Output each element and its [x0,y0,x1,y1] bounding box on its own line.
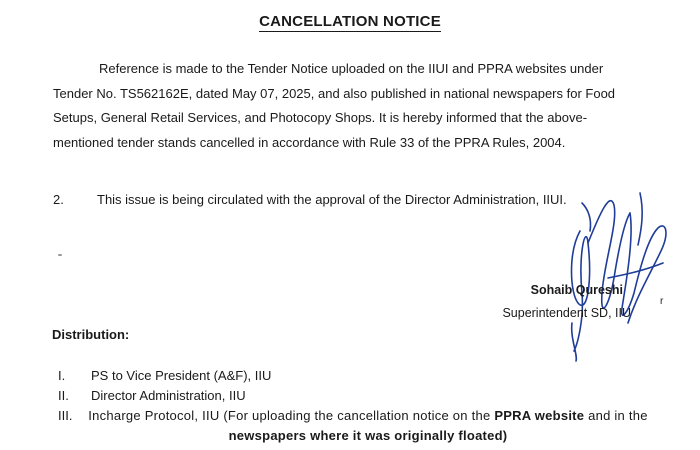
document-title-text: CANCELLATION NOTICE [259,13,441,30]
list-item-bold-text: newspapers where it was originally floated) [228,428,508,443]
stray-mark [58,254,62,256]
signatory-name: Sohaib Qureshi [530,283,623,297]
list-item-bold-text: PPRA website [494,408,585,423]
list-item [58,366,648,386]
list-item-text: Director Administration, IIU [91,388,246,403]
distribution-list [58,366,648,446]
margin-mark: r [660,296,664,307]
list-item-text: PS to Vice President (A&F), IIU [91,368,272,383]
list-item-text-part: and in the [584,408,648,423]
paragraph-number: 2. [53,192,64,207]
list-numeral: II. [58,388,69,403]
list-item [58,406,648,446]
signatory-designation: Superintendent SD, IIU [502,306,631,320]
list-item [58,386,648,406]
list-numeral: I. [58,368,66,383]
handwritten-signature [548,183,678,368]
approval-paragraph-text: This issue is being circulated with the approval of the Director Administration, IIUI. [97,192,567,207]
list-numeral: III. [58,408,73,423]
list-item-text-part: Incharge Protocol, IIU (For uploading the cancellation notice on the [88,408,495,423]
document-title [0,13,700,30]
distribution-heading: Distribution: [52,327,130,342]
reference-paragraph: Reference is made to the Tender Notice uploaded on the IIUI and PPRA websites under Tender No. TS562162E, dated May 07, 2025, and also published in national newspapers for Food Setups, General Retail Services, and Photocopy Shops. It is hereby informed that the above-mentioned tender stands cancelled in accordance with Rule 33 of the PPRA Rules, 2004. [53,61,616,150]
list-item-text [88,406,648,446]
